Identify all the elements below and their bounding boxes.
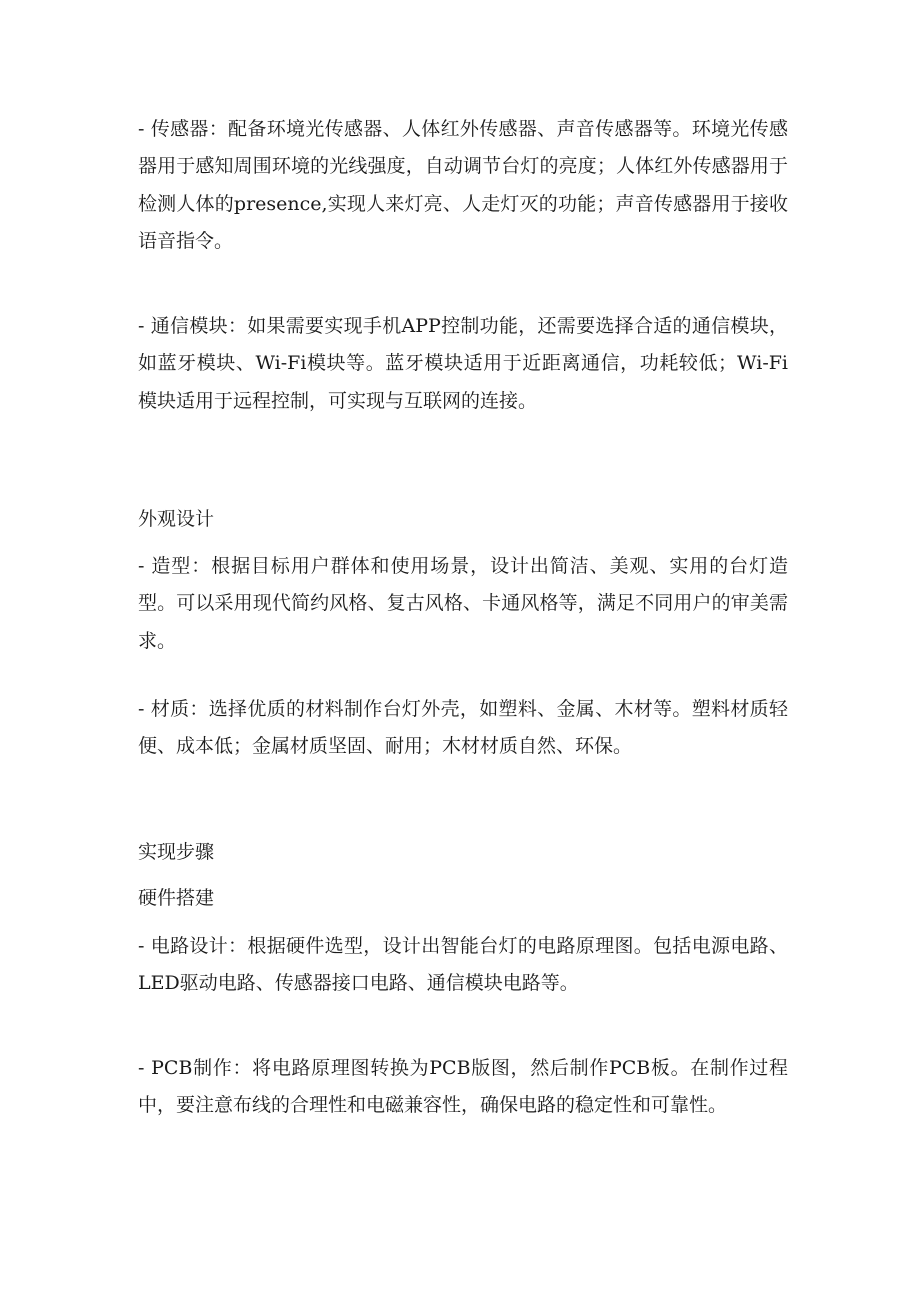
paragraph-shape: - 造型：根据目标用户群体和使用场景，设计出简洁、美观、实用的台灯造型。可以采用现代简约风格、复古风格、卡通风格等，满足不同用户的审美需求。 xyxy=(138,555,788,652)
paragraph-material: - 材质：选择优质的材料制作台灯外壳，如塑料、金属、木材等。塑料材质轻便、成本低；金属材质坚固、耐用；木材材质自然、环保。 xyxy=(138,698,788,758)
section-heading-implementation-steps: 实现步骤 xyxy=(138,841,215,863)
paragraph-sensors: - 传感器：配备环境光传感器、人体红外传感器、声音传感器等。环境光传感器用于感知周围环境的光线强度，自动调节台灯的亮度；人体红外传感器用于检测人体的presence,实现人来灯亮、人走灯灭的功能；声音传感器用于接收语音指令。 xyxy=(138,118,788,253)
section-heading-appearance-design: 外观设计 xyxy=(138,508,215,530)
subsection-heading-hardware-build: 硬件搭建 xyxy=(138,887,215,909)
paragraph-communication-module: - 通信模块：如果需要实现手机APP控制功能，还需要选择合适的通信模块，如蓝牙模块、Wi-Fi模块等。蓝牙模块适用于近距离通信，功耗较低；Wi-Fi模块适用于远程控制，可实现与互联网的连接。 xyxy=(138,315,788,412)
paragraph-pcb-fabrication: - PCB制作：将电路原理图转换为PCB版图，然后制作PCB板。在制作过程中，要注意布线的合理性和电磁兼容性，确保电路的稳定性和可靠性。 xyxy=(138,1057,788,1117)
paragraph-circuit-design: - 电路设计：根据硬件选型，设计出智能台灯的电路原理图。包括电源电路、LED驱动电路、传感器接口电路、通信模块电路等。 xyxy=(138,935,788,995)
